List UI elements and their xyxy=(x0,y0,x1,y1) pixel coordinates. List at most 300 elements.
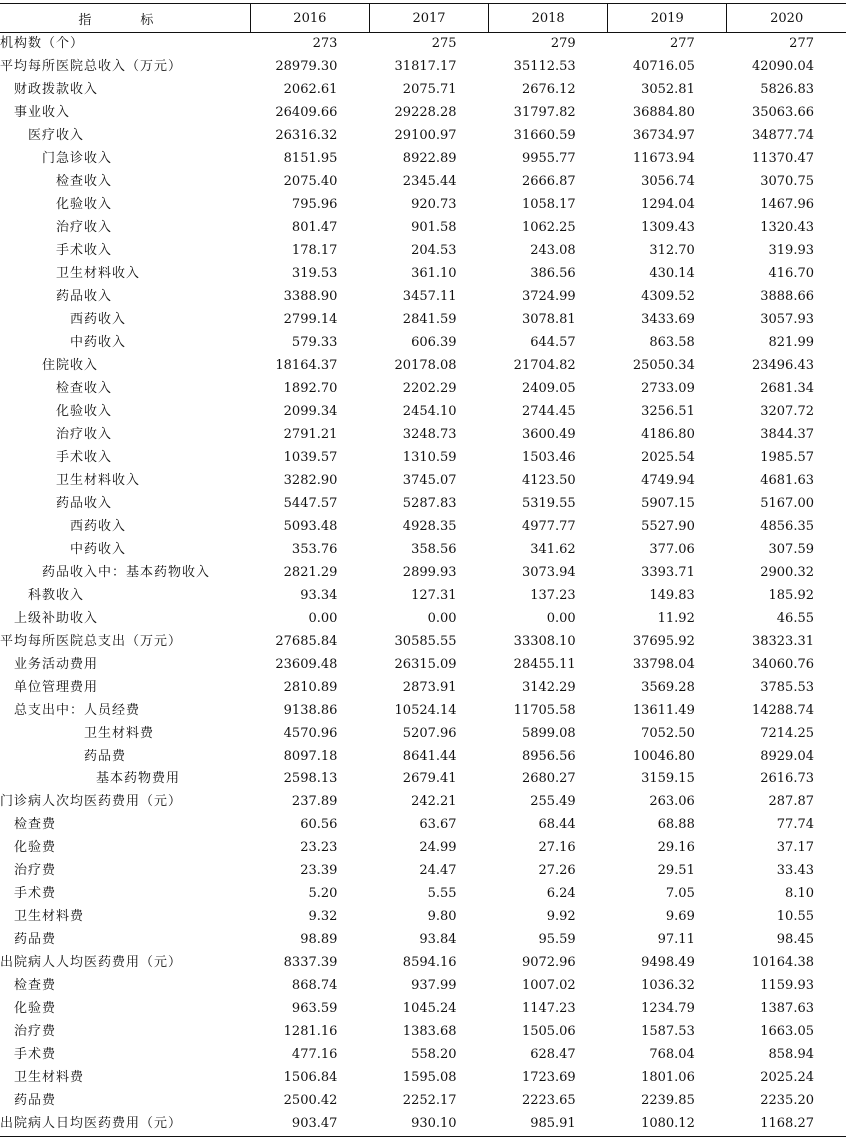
row-value-2018: 1007.02 xyxy=(521,978,576,994)
header-indicator: 指 标 xyxy=(0,4,250,33)
row-value-2017: 24.99 xyxy=(419,840,457,856)
table-row xyxy=(0,33,846,56)
row-value-2018: 2676.12 xyxy=(521,82,576,98)
row-value-2020: 1985.57 xyxy=(760,449,814,465)
row-value-2019: 36734.97 xyxy=(632,128,695,144)
row-value-2020: 2616.73 xyxy=(760,771,814,787)
table-row xyxy=(0,1021,846,1044)
row-value-2019: 377.06 xyxy=(649,541,695,557)
row-label: 治疗费 xyxy=(14,1024,57,1040)
row-value-2018: 27.16 xyxy=(538,840,576,856)
row-value-2020: 46.55 xyxy=(776,610,814,626)
row-label: 出院病人人均医药费用（元） xyxy=(0,955,183,971)
row-value-2018: 644.57 xyxy=(530,335,576,351)
row-value-2017: 1045.24 xyxy=(402,1001,457,1017)
table-row xyxy=(0,998,846,1021)
row-value-2020: 98.45 xyxy=(776,932,814,948)
row-value-2020: 319.93 xyxy=(768,243,814,259)
table-row xyxy=(0,768,846,791)
header-year-2017: 2017 xyxy=(369,4,488,33)
row-value-2016: 2598.13 xyxy=(283,771,338,787)
row-value-2018: 27.26 xyxy=(538,863,576,879)
row-value-2018: 1503.46 xyxy=(521,449,576,465)
row-value-2019: 4309.52 xyxy=(641,289,695,305)
row-value-2017: 127.31 xyxy=(411,587,457,603)
row-value-2019: 25050.34 xyxy=(632,358,695,374)
row-value-2016: 3282.90 xyxy=(283,472,338,488)
row-value-2016: 2500.42 xyxy=(283,1093,338,1109)
row-value-2017: 4928.35 xyxy=(402,518,457,534)
row-label: 手术收入 xyxy=(56,243,113,259)
row-value-2020: 3844.37 xyxy=(760,426,814,442)
row-value-2018: 5899.08 xyxy=(521,725,576,741)
row-value-2017: 920.73 xyxy=(411,197,457,213)
row-label: 科教收入 xyxy=(28,587,85,603)
row-value-2020: 5826.83 xyxy=(760,82,814,98)
row-value-2018: 1062.25 xyxy=(521,220,576,236)
row-value-2018: 255.49 xyxy=(530,794,576,810)
row-value-2019: 2239.85 xyxy=(641,1093,695,1109)
table-row xyxy=(0,561,846,584)
table-row xyxy=(0,584,846,607)
row-value-2020: 287.87 xyxy=(768,794,814,810)
row-value-2018: 137.23 xyxy=(530,587,576,603)
row-value-2016: 60.56 xyxy=(300,817,338,833)
row-value-2016: 2062.61 xyxy=(283,82,338,98)
table-row xyxy=(0,79,846,102)
row-value-2018: 68.44 xyxy=(538,817,576,833)
row-value-2019: 1080.12 xyxy=(608,1113,727,1136)
row-value-2019: 37695.92 xyxy=(632,633,695,649)
row-value-2019: 3393.71 xyxy=(641,564,695,580)
row-value-2016: 9.32 xyxy=(308,909,338,925)
row-label: 总支出中：人员经费 xyxy=(14,702,141,718)
row-label: 西药收入 xyxy=(70,518,127,534)
row-value-2019: 3433.69 xyxy=(641,312,695,328)
row-label: 卫生材料收入 xyxy=(56,472,141,488)
row-label: 检查收入 xyxy=(56,381,113,397)
row-value-2016: 353.76 xyxy=(291,541,338,557)
table-row xyxy=(0,929,846,952)
row-value-2017: 29228.28 xyxy=(394,105,457,121)
row-label: 手术费 xyxy=(14,886,57,902)
row-value-2016: 8337.39 xyxy=(283,955,338,971)
table-row xyxy=(0,217,846,240)
row-value-2018: 3142.29 xyxy=(521,679,576,695)
row-label: 单位管理费用 xyxy=(14,679,99,695)
row-value-2018: 0.00 xyxy=(546,610,576,626)
row-value-2017: 275 xyxy=(431,36,457,52)
row-value-2020: 1159.93 xyxy=(760,978,814,994)
table-row xyxy=(0,630,846,653)
row-value-2018: 31660.59 xyxy=(513,128,576,144)
row-value-2017: 930.10 xyxy=(369,1113,488,1136)
row-value-2020: 34877.74 xyxy=(751,128,814,144)
row-label: 西药收入 xyxy=(70,312,127,328)
table-row xyxy=(0,699,846,722)
row-value-2017: 9.80 xyxy=(427,909,457,925)
row-value-2020: 3785.53 xyxy=(760,679,814,695)
row-value-2017: 31817.17 xyxy=(394,59,457,75)
row-value-2019: 97.11 xyxy=(657,932,695,948)
row-value-2020: 38323.31 xyxy=(751,633,814,649)
table-row xyxy=(0,309,846,332)
table-row xyxy=(0,722,846,745)
row-value-2020: 821.99 xyxy=(768,335,814,351)
table-row xyxy=(0,240,846,263)
row-value-2020: 858.94 xyxy=(768,1047,814,1063)
header-year-2016: 2016 xyxy=(250,4,369,33)
table-row xyxy=(0,607,846,630)
table-row xyxy=(0,791,846,814)
row-value-2019: 3159.15 xyxy=(641,771,695,787)
row-label: 业务活动费用 xyxy=(14,656,99,672)
row-value-2016: 801.47 xyxy=(291,220,338,236)
row-value-2020: 2025.24 xyxy=(760,1070,814,1086)
row-value-2018: 1723.69 xyxy=(521,1070,576,1086)
table-row xyxy=(0,492,846,515)
row-value-2017: 8641.44 xyxy=(402,748,457,764)
table-row xyxy=(0,286,846,309)
row-value-2019: 2025.54 xyxy=(641,449,695,465)
row-value-2016: 9138.86 xyxy=(283,702,338,718)
row-value-2019: 1234.79 xyxy=(641,1001,695,1017)
row-value-2018: 628.47 xyxy=(530,1047,576,1063)
row-value-2020: 77.74 xyxy=(776,817,814,833)
table-row xyxy=(0,423,846,446)
table-row xyxy=(0,194,846,217)
row-label: 药品费 xyxy=(14,932,57,948)
row-value-2020: 3207.72 xyxy=(760,403,814,419)
row-label: 住院收入 xyxy=(42,358,99,374)
row-value-2020: 1387.63 xyxy=(760,1001,814,1017)
row-value-2018: 3078.81 xyxy=(521,312,576,328)
row-value-2019: 3256.51 xyxy=(641,403,695,419)
row-value-2017: 1595.08 xyxy=(402,1070,457,1086)
row-label: 检查费 xyxy=(14,978,57,994)
row-label: 机构数（个） xyxy=(0,36,85,52)
row-value-2016: 2799.14 xyxy=(283,312,338,328)
row-value-2018: 1147.23 xyxy=(521,1001,576,1017)
row-value-2017: 242.21 xyxy=(411,794,457,810)
table-row xyxy=(0,469,846,492)
table-row xyxy=(0,171,846,194)
row-value-2017: 29100.97 xyxy=(394,128,457,144)
row-value-2017: 2899.93 xyxy=(402,564,457,580)
table-row xyxy=(0,56,846,79)
table-row xyxy=(0,125,846,148)
row-value-2018: 6.24 xyxy=(546,886,576,902)
row-value-2016: 5.20 xyxy=(308,886,338,902)
row-value-2019: 36884.80 xyxy=(632,105,695,121)
row-value-2017: 901.58 xyxy=(411,220,457,236)
row-value-2018: 2223.65 xyxy=(521,1093,576,1109)
row-value-2020: 10164.38 xyxy=(751,955,814,971)
table-row xyxy=(0,1067,846,1090)
table-row xyxy=(0,263,846,286)
row-label: 治疗收入 xyxy=(56,426,113,442)
row-value-2016: 3388.90 xyxy=(283,289,338,305)
row-value-2016: 237.89 xyxy=(291,794,338,810)
row-value-2020: 34060.76 xyxy=(751,656,814,672)
table-row xyxy=(0,837,846,860)
row-value-2019: 29.16 xyxy=(657,840,695,856)
row-label: 中药收入 xyxy=(70,541,127,557)
table-row xyxy=(0,745,846,768)
row-value-2017: 361.10 xyxy=(411,266,457,282)
row-label: 手术收入 xyxy=(56,449,113,465)
table-row xyxy=(0,355,846,378)
row-value-2016: 2791.21 xyxy=(283,426,338,442)
row-value-2018: 11705.58 xyxy=(513,702,576,718)
row-value-2020: 4681.63 xyxy=(760,472,814,488)
row-value-2020: 8.10 xyxy=(785,886,814,902)
row-value-2020: 5167.00 xyxy=(760,495,814,511)
row-value-2020: 33.43 xyxy=(776,863,814,879)
row-label: 卫生材料费 xyxy=(14,909,85,925)
row-value-2018: 31797.82 xyxy=(513,105,576,121)
row-value-2017: 2202.29 xyxy=(402,381,457,397)
row-label: 卫生材料费 xyxy=(84,725,155,741)
row-value-2018: 9072.96 xyxy=(521,955,576,971)
row-value-2020: 1168.27 xyxy=(727,1113,846,1136)
row-value-2017: 20178.08 xyxy=(394,358,457,374)
row-value-2018: 243.08 xyxy=(530,243,576,259)
row-value-2019: 863.58 xyxy=(649,335,695,351)
row-value-2020: 35063.66 xyxy=(751,105,814,121)
row-label: 检查收入 xyxy=(56,174,113,190)
table-row xyxy=(0,332,846,355)
row-value-2018: 28455.11 xyxy=(513,656,576,672)
table-row xyxy=(0,148,846,171)
row-value-2016: 26409.66 xyxy=(275,105,338,121)
row-label: 治疗收入 xyxy=(56,220,113,236)
row-value-2016: 2075.40 xyxy=(283,174,338,190)
row-value-2016: 319.53 xyxy=(291,266,338,282)
row-value-2020: 8929.04 xyxy=(760,748,814,764)
row-value-2018: 2666.87 xyxy=(521,174,576,190)
row-value-2018: 2680.27 xyxy=(521,771,576,787)
row-value-2019: 11.92 xyxy=(657,610,695,626)
row-value-2017: 93.84 xyxy=(419,932,457,948)
row-value-2020: 2900.32 xyxy=(760,564,814,580)
row-label: 卫生材料收入 xyxy=(56,266,141,282)
row-value-2018: 95.59 xyxy=(538,932,576,948)
row-value-2018: 35112.53 xyxy=(513,59,576,75)
row-value-2019: 4749.94 xyxy=(641,472,695,488)
row-value-2017: 558.20 xyxy=(411,1047,457,1063)
row-value-2019: 768.04 xyxy=(649,1047,695,1063)
row-value-2020: 10.55 xyxy=(776,909,814,925)
row-value-2016: 178.17 xyxy=(291,243,338,259)
row-value-2018: 21704.82 xyxy=(513,358,576,374)
table-row xyxy=(0,814,846,837)
row-value-2016: 2810.89 xyxy=(283,679,338,695)
row-value-2017: 606.39 xyxy=(411,335,457,351)
row-value-2019: 4186.80 xyxy=(641,426,695,442)
row-value-2017: 26315.09 xyxy=(394,656,457,672)
row-value-2018: 8956.56 xyxy=(521,748,576,764)
row-value-2016: 1281.16 xyxy=(283,1024,338,1040)
row-value-2017: 2841.59 xyxy=(402,312,457,328)
row-value-2018: 1505.06 xyxy=(521,1024,576,1040)
row-label: 检查费 xyxy=(14,817,57,833)
row-value-2016: 18164.37 xyxy=(275,358,338,374)
row-label: 上级补助收入 xyxy=(14,610,99,626)
row-value-2017: 3745.07 xyxy=(402,472,457,488)
header-row xyxy=(0,4,846,33)
row-value-2019: 263.06 xyxy=(649,794,695,810)
row-value-2017: 10524.14 xyxy=(394,702,457,718)
table-row xyxy=(0,906,846,929)
row-label: 财政拨款收入 xyxy=(14,82,99,98)
row-value-2018: 3600.49 xyxy=(521,426,576,442)
row-value-2019: 3052.81 xyxy=(641,82,695,98)
row-value-2017: 937.99 xyxy=(411,978,457,994)
row-value-2018: 386.56 xyxy=(530,266,576,282)
row-value-2020: 2235.20 xyxy=(760,1093,814,1109)
row-value-2016: 98.89 xyxy=(300,932,338,948)
row-value-2017: 24.47 xyxy=(419,863,457,879)
row-value-2018: 33308.10 xyxy=(513,633,576,649)
row-value-2016: 477.16 xyxy=(291,1047,338,1063)
row-label: 药品收入中：基本药物收入 xyxy=(42,564,211,580)
row-value-2019: 312.70 xyxy=(649,243,695,259)
row-value-2019: 3569.28 xyxy=(641,679,695,695)
row-value-2017: 30585.55 xyxy=(394,633,457,649)
row-value-2018: 341.62 xyxy=(530,541,576,557)
row-value-2017: 1310.59 xyxy=(402,449,457,465)
row-label: 卫生材料费 xyxy=(14,1070,85,1086)
table-row xyxy=(0,1090,846,1113)
table-row xyxy=(0,102,846,125)
row-value-2016: 23609.48 xyxy=(275,656,338,672)
row-value-2016: 8151.95 xyxy=(283,151,338,167)
row-label: 药品费 xyxy=(14,1093,57,1109)
row-value-2018: 4977.77 xyxy=(521,518,576,534)
table-row xyxy=(0,378,846,401)
table-row xyxy=(0,860,846,883)
header-year-2018: 2018 xyxy=(489,4,608,33)
row-label: 药品收入 xyxy=(56,289,113,305)
table-row xyxy=(0,952,846,975)
row-value-2020: 185.92 xyxy=(768,587,814,603)
row-label: 基本药物费用 xyxy=(96,771,181,787)
table-row xyxy=(0,676,846,699)
row-value-2019: 68.88 xyxy=(657,817,695,833)
row-value-2020: 11370.47 xyxy=(751,151,814,167)
row-value-2019: 13611.49 xyxy=(632,702,695,718)
row-value-2016: 1039.57 xyxy=(283,449,338,465)
row-label: 事业收入 xyxy=(14,105,71,121)
row-value-2017: 8922.89 xyxy=(402,151,457,167)
row-label: 门急诊收入 xyxy=(42,151,113,167)
table-row xyxy=(0,1044,846,1067)
row-label: 化验费 xyxy=(14,840,57,856)
table-row xyxy=(0,515,846,538)
table-row xyxy=(0,401,846,424)
row-label: 出院病人日均医药费用（元） xyxy=(0,1113,250,1136)
row-value-2017: 5.55 xyxy=(427,886,457,902)
row-value-2020: 307.59 xyxy=(768,541,814,557)
row-value-2019: 10046.80 xyxy=(632,748,695,764)
row-value-2019: 2733.09 xyxy=(641,381,695,397)
row-value-2017: 0.00 xyxy=(427,610,457,626)
row-value-2019: 5527.90 xyxy=(641,518,695,534)
row-value-2020: 1467.96 xyxy=(760,197,814,213)
row-value-2020: 1320.43 xyxy=(760,220,814,236)
row-value-2016: 2821.29 xyxy=(283,564,338,580)
table-row xyxy=(0,538,846,561)
row-value-2020: 4856.35 xyxy=(760,518,814,534)
row-value-2016: 27685.84 xyxy=(275,633,338,649)
table-row xyxy=(0,1113,846,1136)
row-value-2017: 2679.41 xyxy=(402,771,457,787)
row-label: 治疗费 xyxy=(14,863,57,879)
row-value-2018: 279 xyxy=(550,36,576,52)
row-label: 化验收入 xyxy=(56,403,113,419)
row-value-2019: 33798.04 xyxy=(632,656,695,672)
table-row xyxy=(0,446,846,469)
row-label: 平均每所医院总支出（万元） xyxy=(0,633,183,649)
row-value-2016: 93.34 xyxy=(300,587,338,603)
row-value-2019: 7052.50 xyxy=(641,725,695,741)
row-label: 医疗收入 xyxy=(28,128,85,144)
row-value-2020: 23496.43 xyxy=(751,358,814,374)
table-row xyxy=(0,883,846,906)
row-label: 手术费 xyxy=(14,1047,57,1063)
row-value-2020: 3888.66 xyxy=(760,289,814,305)
row-value-2017: 204.53 xyxy=(411,243,457,259)
row-value-2016: 28979.30 xyxy=(275,59,338,75)
row-value-2020: 14288.74 xyxy=(751,702,814,718)
row-value-2020: 1663.05 xyxy=(760,1024,814,1040)
row-value-2019: 430.14 xyxy=(649,266,695,282)
row-value-2016: 8097.18 xyxy=(283,748,338,764)
row-label: 平均每所医院总收入（万元） xyxy=(0,59,183,75)
row-value-2017: 63.67 xyxy=(419,817,457,833)
row-value-2017: 2345.44 xyxy=(402,174,457,190)
row-value-2017: 2075.71 xyxy=(402,82,457,98)
table-body xyxy=(0,33,846,1137)
row-value-2018: 4123.50 xyxy=(521,472,576,488)
row-value-2016: 1506.84 xyxy=(283,1070,338,1086)
row-value-2019: 1294.04 xyxy=(641,197,695,213)
row-value-2019: 40716.05 xyxy=(632,59,695,75)
row-value-2019: 5907.15 xyxy=(641,495,695,511)
row-value-2020: 3057.93 xyxy=(760,312,814,328)
row-value-2019: 1036.32 xyxy=(641,978,695,994)
row-value-2016: 273 xyxy=(312,36,338,52)
row-value-2020: 277 xyxy=(789,36,814,52)
header-year-2019: 2019 xyxy=(608,4,727,33)
header-year-2020: 2020 xyxy=(727,4,846,33)
row-value-2019: 11673.94 xyxy=(632,151,695,167)
row-label: 化验费 xyxy=(14,1001,57,1017)
row-value-2019: 3056.74 xyxy=(641,174,695,190)
row-value-2016: 963.59 xyxy=(291,1001,338,1017)
row-value-2016: 579.33 xyxy=(291,335,338,351)
row-value-2016: 2099.34 xyxy=(283,403,338,419)
row-value-2020: 2681.34 xyxy=(760,381,814,397)
row-value-2017: 3248.73 xyxy=(402,426,457,442)
row-value-2017: 5207.96 xyxy=(402,725,457,741)
row-value-2020: 416.70 xyxy=(768,266,814,282)
row-label: 门诊病人次均医药费用（元） xyxy=(0,794,183,810)
row-label: 药品收入 xyxy=(56,495,113,511)
row-value-2017: 1383.68 xyxy=(402,1024,457,1040)
row-value-2018: 5319.55 xyxy=(521,495,576,511)
